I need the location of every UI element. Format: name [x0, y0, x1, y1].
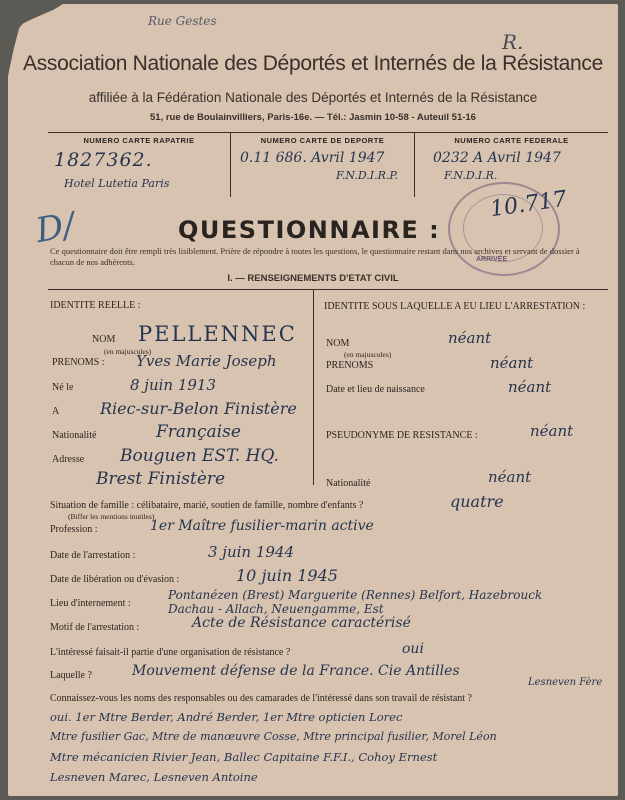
column-divider: [313, 290, 314, 485]
card-col1-value: 1827362.: [54, 149, 153, 171]
left-a-value: Riec-sur-Belon Finistère: [100, 399, 297, 418]
laquelle-note: Lesneven Fère: [528, 677, 603, 688]
connaissez-line-2: Mtre fusilier Gac, Mtre de manœuvre Cosse, Mtre principal fusilier, Morel Léon: [50, 730, 497, 743]
left-ne-value: 8 juin 1913: [130, 376, 217, 394]
organisation-label: L'intéressé faisait-il partie d'une organisation de résistance ?: [50, 647, 291, 658]
questionnaire-sheet: [8, 4, 618, 796]
internement-value-2: Dachau - Allach, Neuengamme, Est: [168, 602, 384, 616]
arrestation-label: Date de l'arrestation :: [50, 550, 136, 561]
card-col2-label: NUMERO CARTE DE DEPORTE: [260, 136, 385, 145]
left-nom-label: NOM: [92, 334, 116, 345]
internement-value-1: Pontanézen (Brest) Marguerite (Rennes) Belfort, Hazebrouck: [168, 588, 543, 602]
stamp-text: ARRIVÉE: [476, 256, 508, 263]
liberation-label: Date de libération ou d'évasion :: [50, 574, 180, 585]
organisation-value: oui: [402, 641, 424, 657]
liberation-value: 10 juin 1945: [236, 566, 338, 585]
left-nom-value: PELLENNEC: [138, 322, 297, 346]
intro-text: Ce questionnaire doit être rempli très lisiblement. Prière de répondre à toutes les questions, le questionnaire restant dans nos archives et servant de dossier à chacun de nos adhérents.: [50, 246, 580, 267]
right-naissance-label: Date et lieu de naissance: [326, 384, 425, 395]
arrestation-value: 3 juin 1944: [208, 543, 295, 561]
right-pseudonyme-label: PSEUDONYME DE RESISTANCE :: [326, 430, 478, 441]
connaissez-line-4: Lesneven Marec, Lesneven Antoine: [50, 770, 258, 784]
profession-label: Profession :: [50, 524, 98, 535]
stamp-number: 10.717: [488, 186, 569, 223]
left-prenoms-value: Yves Marie Joseph: [136, 352, 277, 370]
card-col2-value: 0.11 686. Avril 1947: [240, 150, 385, 166]
famille-value: quatre: [450, 492, 504, 511]
page-title: QUESTIONNAIRE :: [178, 216, 441, 244]
left-prenoms-label: PRENOMS :: [52, 357, 105, 368]
left-ne-label: Né le: [52, 382, 74, 393]
top-pencil-note: Rue Gestes: [148, 14, 217, 28]
right-prenoms-value: néant: [490, 354, 534, 372]
motif-label: Motif de l'arrestation :: [50, 622, 140, 633]
famille-hint: (Biffer les mentions inutiles): [68, 512, 155, 521]
margin-mark: D/: [32, 204, 78, 252]
left-heading: IDENTITE REELLE :: [50, 300, 141, 311]
motif-value: Acte de Résistance caractérisé: [192, 615, 411, 631]
address-line: 51, rue de Boulainvilliers, Paris-16e. — Tél.: Jasmin 10-58 - Auteuil 51-16: [150, 112, 476, 123]
right-nom-label: NOM: [326, 338, 350, 349]
left-nationalite-label: Nationalité: [52, 430, 97, 441]
right-nom-value: néant: [448, 329, 492, 347]
section-title: I. — RENSEIGNEMENTS D'ETAT CIVIL: [227, 273, 399, 284]
right-heading: IDENTITE SOUS LAQUELLE A EU LIEU L'ARRESTATION :: [324, 301, 586, 312]
connaissez-line-3: Mtre mécanicien Rivier Jean, Ballec Capitaine F.F.I., Cohoy Ernest: [50, 750, 438, 764]
profession-value: 1er Maître fusilier-marin active: [150, 518, 374, 534]
card-col3-note: F.N.D.I.R.: [444, 169, 498, 182]
left-adresse-value-1: Bouguen EST. HQ.: [120, 446, 279, 466]
right-nationalite-value: néant: [488, 468, 532, 486]
connaissez-line-1: oui. 1er Mtre Berder, André Berder, 1er Mtre opticien Lorec: [50, 710, 403, 724]
laquelle-label: Laquelle ?: [50, 670, 92, 681]
left-a-label: A: [52, 406, 60, 417]
association-name: Association Nationale des Déportés et Internés de la Résistance: [23, 52, 603, 75]
card-col2-note: F.N.D.I.R.P.: [336, 169, 399, 182]
famille-label: Situation de famille : célibataire, marié, soutien de famille, nombre d'enfants ?: [50, 500, 364, 511]
card-col3-label: NUMERO CARTE FEDERALE: [454, 136, 569, 145]
right-naissance-value: néant: [508, 378, 552, 396]
laquelle-value: Mouvement défense de la France. Cie Antilles: [132, 663, 460, 679]
section-rule: [48, 289, 608, 290]
card-col1-label: NUMERO CARTE RAPATRIE: [83, 136, 195, 145]
internement-label: Lieu d'internement :: [50, 598, 131, 609]
left-adresse-value-2: Brest Finistère: [96, 469, 226, 489]
top-letter-note: R.: [502, 30, 524, 54]
card-col3-value: 0232 A Avril 1947: [433, 150, 561, 166]
right-nationalite-label: Nationalité: [326, 478, 371, 489]
left-adresse-label: Adresse: [52, 454, 85, 465]
connaissez-label: Connaissez-vous les noms des responsables ou des camarades de l'intéressé dans son travail de résistant ?: [50, 693, 472, 704]
left-nom-hint: (en majuscules): [104, 347, 152, 356]
right-pseudonyme-value: néant: [530, 422, 574, 440]
affiliation-line: affiliée à la Fédération Nationale des Déportés et Internés de la Résistance: [88, 90, 538, 105]
card-col1-note: Hotel Lutetia Paris: [64, 177, 170, 190]
right-prenoms-label: PRENOMS: [326, 360, 374, 371]
right-nom-hint: (en majuscules): [344, 350, 392, 359]
left-nationalite-value: Française: [156, 422, 241, 442]
